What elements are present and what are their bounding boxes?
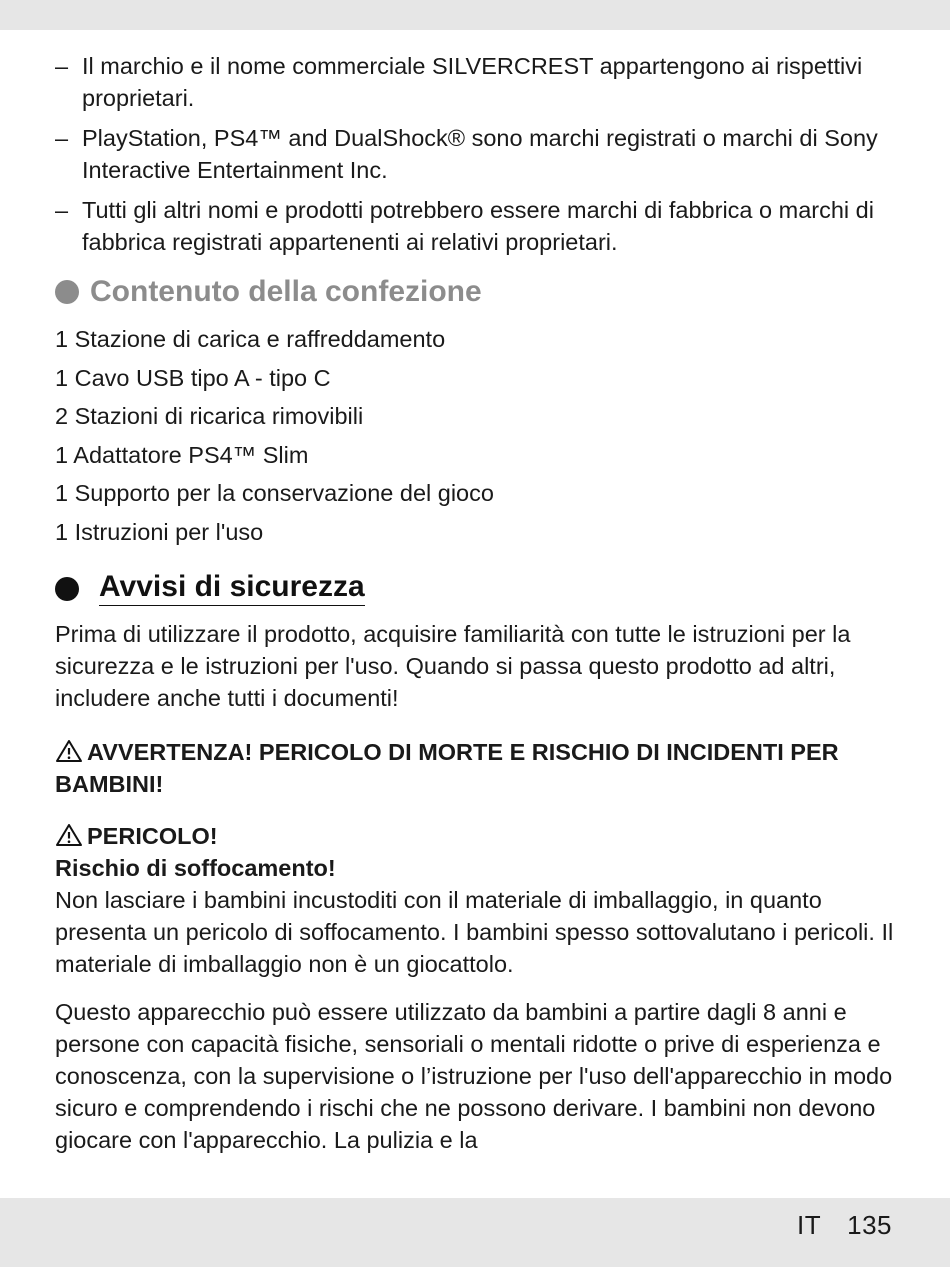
package-item: 1 Istruzioni per l'uso bbox=[55, 518, 264, 545]
package-item: 1 Stazione di carica e raffreddamento bbox=[55, 326, 446, 352]
safety-intro: Prima di utilizzare il prodotto, acquisire familiarità con tutte le istruzioni per la sicurezza e le istruzioni per l'uso. Quando si passa questo prodotto ad altri, includere anche tutti i documenti! bbox=[55, 621, 851, 711]
package-contents-list bbox=[55, 320, 900, 551]
danger-text: Non lasciare i bambini incustoditi con il materiale di imballaggio, in quanto presenta un pericolo di soffocamento. I bambini spesso sottovalutano i pericoli. Il materiale di imballaggio non è un giocattolo. bbox=[55, 887, 894, 977]
page-footer bbox=[797, 1210, 892, 1241]
package-item: 1 Cavo USB tipo A - tipo C bbox=[55, 364, 331, 391]
section-bullet-icon bbox=[55, 280, 79, 304]
package-item: 1 Supporto per la conservazione del gioco bbox=[55, 480, 494, 506]
list-item: – PlayStation, PS4™ and DualShock® sono marchi registrati o marchi di Sony Interactive Entertainment Inc. bbox=[55, 125, 878, 183]
section-bullet-icon bbox=[55, 577, 79, 601]
list-item: – Il marchio e il nome commerciale SILVERCREST appartengono ai rispettivi proprietari. bbox=[55, 53, 863, 111]
trademark-list bbox=[55, 50, 900, 258]
danger-title: PERICOLO! bbox=[55, 820, 900, 852]
top-band bbox=[0, 0, 950, 30]
package-heading: Contenuto della confezione bbox=[90, 275, 482, 308]
package-section-heading bbox=[55, 276, 900, 308]
danger-subtitle: Rischio di soffocamento! bbox=[55, 855, 336, 881]
page-content bbox=[55, 50, 900, 1156]
page-number: 135 bbox=[847, 1210, 892, 1240]
list-item: – Tutti gli altri nomi e prodotti potrebbero essere marchi di fabbrica o marchi di fabbrica registrati appartenenti ai relativi proprietari. bbox=[55, 197, 874, 255]
package-item: 2 Stazioni di ricarica rimovibili bbox=[55, 403, 364, 429]
usage-text: Questo apparecchio può essere utilizzato da bambini a partire dagli 8 anni e persone con capacità fisiche, sensoriali o mentali ridotte o prive di esperienza e conoscenza, con la supervisione o l’istruzione per l'uso dell'apparecchio in modo sicuro e comprendendo i rischi che ne possono derivare. I bambini non devono giocare con l'apparecchio. La pulizia e la bbox=[55, 999, 893, 1153]
warning-triangle-icon bbox=[55, 739, 83, 763]
safety-section-heading bbox=[55, 571, 900, 606]
warning-title: AVVERTENZA! PERICOLO DI MORTE E RISCHIO DI INCIDENTI PER BAMBINI! bbox=[55, 739, 839, 797]
warning-triangle-icon bbox=[55, 823, 83, 847]
safety-heading: Avvisi di sicurezza bbox=[99, 571, 365, 606]
package-item: 1 Adattatore PS4™ Slim bbox=[55, 441, 309, 468]
language-code: IT bbox=[797, 1210, 822, 1240]
